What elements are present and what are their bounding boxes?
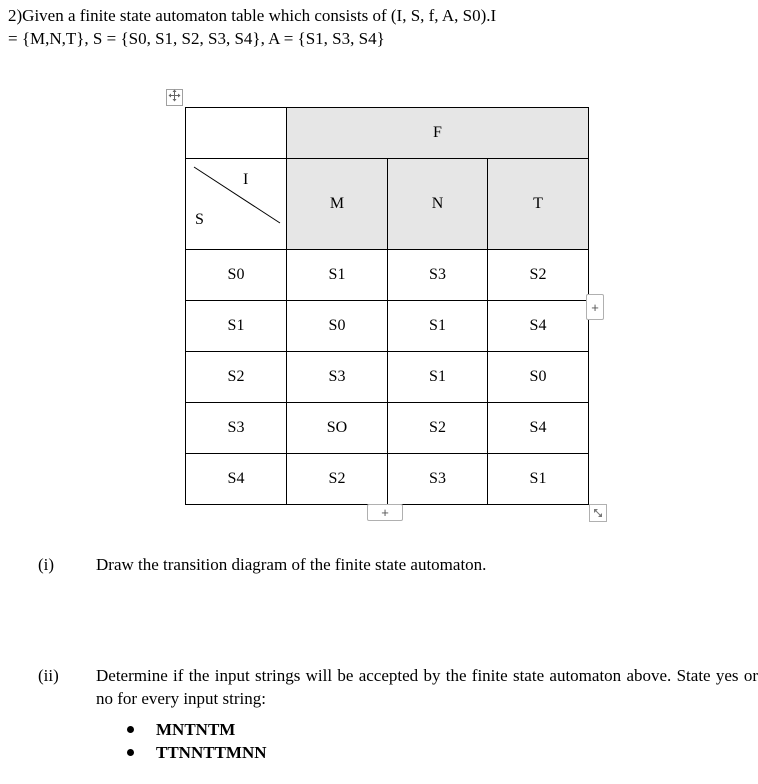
transition-cell: S3 [287, 352, 388, 403]
input-header-m: M [287, 159, 388, 250]
table-move-handle[interactable] [166, 89, 183, 106]
transition-cell: S2 [388, 403, 488, 454]
transition-cell: S3 [388, 454, 488, 505]
state-cell: S1 [186, 301, 287, 352]
state-cell: S2 [186, 352, 287, 403]
transition-cell: S1 [488, 454, 589, 505]
question-number: (i) [38, 555, 55, 574]
transition-cell: S0 [287, 301, 388, 352]
list-item [120, 718, 267, 741]
input-string: MNTNTM [156, 720, 236, 739]
transition-cell: S2 [488, 250, 589, 301]
add-column-button[interactable]: + [367, 504, 403, 521]
input-header-t: T [488, 159, 589, 250]
list-item [120, 741, 267, 764]
bullet-icon [127, 726, 134, 733]
question-text: Draw the transition diagram of the finite state automaton. [96, 555, 487, 574]
empty-corner-cell [186, 108, 287, 159]
state-cell: S4 [186, 454, 287, 505]
problem-line-1: 2)Given a finite state automaton table which consists of (I, S, f, A, S0).I [8, 6, 497, 25]
problem-statement [8, 4, 748, 50]
question-1 [38, 553, 738, 577]
table-row [186, 301, 589, 352]
question-number: (ii) [38, 666, 59, 685]
add-row-button[interactable]: + [586, 294, 604, 320]
question-text: Determine if the input strings will be accepted by the finite state automaton above. State yes or no for every input string: [96, 666, 758, 708]
input-header-n: N [388, 159, 488, 250]
state-cell: S0 [186, 250, 287, 301]
diagonal-line [186, 159, 287, 250]
state-cell: S3 [186, 403, 287, 454]
problem-line-2: = {M,N,T}, S = {S0, S1, S2, S3, S4}, A = {S1, S3, S4} [8, 29, 385, 48]
table-row [186, 250, 589, 301]
table-resize-handle[interactable] [589, 504, 607, 522]
transition-cell: S2 [287, 454, 388, 505]
bullet-icon [127, 749, 134, 756]
transition-cell: S1 [388, 352, 488, 403]
input-string-list [120, 718, 267, 764]
move-icon [168, 89, 181, 107]
transition-cell: S4 [488, 403, 589, 454]
transition-table [185, 107, 589, 505]
input-axis-label: I [243, 171, 249, 188]
transition-cell: S1 [287, 250, 388, 301]
table-row [186, 403, 589, 454]
transition-cell: S0 [488, 352, 589, 403]
f-header-cell: F [287, 108, 589, 159]
input-string: TTNNTTMNN [156, 743, 267, 762]
table-row [186, 454, 589, 505]
diagonal-header-cell [186, 159, 287, 250]
transition-cell: S4 [488, 301, 589, 352]
question-2 [38, 664, 758, 712]
transition-cell: S3 [388, 250, 488, 301]
table-row [186, 352, 589, 403]
transition-cell: S1 [388, 301, 488, 352]
resize-icon [590, 508, 606, 525]
transition-cell: SO [287, 403, 388, 454]
state-axis-label: S [195, 211, 204, 228]
